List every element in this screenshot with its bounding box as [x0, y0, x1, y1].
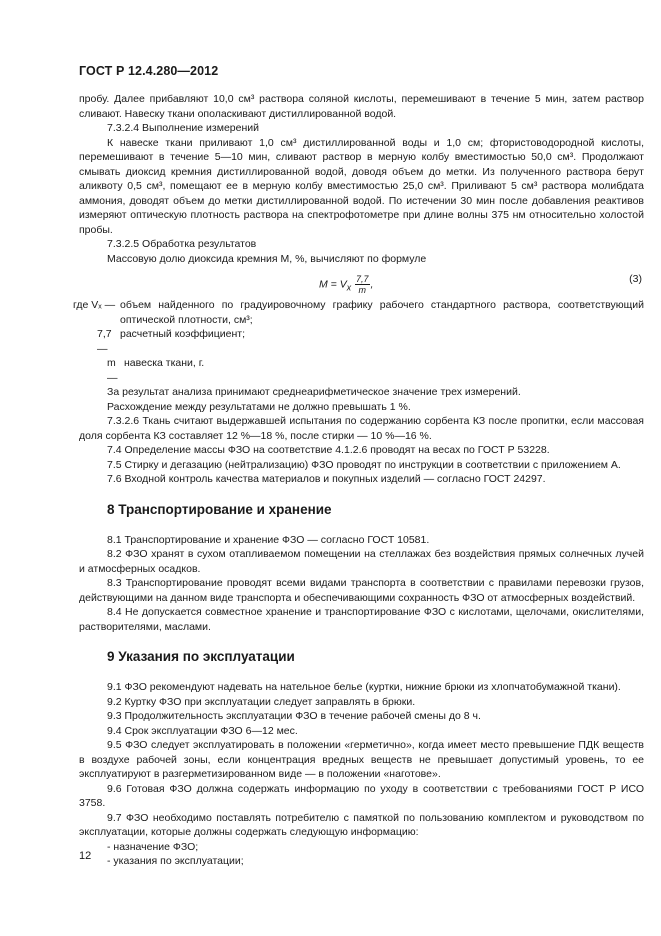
paragraph: пробу. Далее прибавляют 10,0 см³ раствора соляной кислоты, перемешивают в течение 5 мин, затем раствор сливают. Навеску ткани ополаскивают дистиллированной водой.: [79, 93, 644, 120]
subsection-heading: 7.3.2.4 Выполнение измерений: [107, 122, 260, 134]
paragraph: 9.5 ФЗО следует эксплуатировать в положении «герметично», когда имеет место превышение ПДК веществ в воздухе рабочей зоны, если концентрация вредных веществ не превышает допустимый уровень, то ее эксплуатируют в разгерметизированном виде — в положении «наготове».: [79, 739, 644, 780]
paragraph: 7.3.2.6 Ткань считают выдержавшей испытания по содержанию сорбента КЗ после пропитки, если массовая доля сорбента КЗ составляет 12 %—18 %, после стирки — 10 %—16 %.: [79, 415, 644, 442]
formula-3: [79, 268, 644, 298]
paragraph: 9.2 Куртку ФЗО при эксплуатации следует заправлять в брюки.: [107, 695, 416, 708]
paragraph: 7.4 Определение массы ФЗО на соответствие 4.1.2.6 проводят на весах по ГОСТ Р 53228.: [107, 444, 550, 456]
paragraph: 9.6 Готовая ФЗО должна содержать информацию по уходу в соответствии с требованиями ГОСТ Р ИСО 3758.: [79, 782, 644, 809]
paragraph: 7.5 Стирку и дегазацию (нейтрализацию) ФЗО проводят по инструкции в соответствии с приложением А.: [107, 458, 621, 471]
paragraph: 9.1 ФЗО рекомендуют надевать на нательное белье (куртки, нижние брюки из хлопчатобумажной ткани).: [107, 681, 621, 693]
document-header: ГОСТ Р 12.4.280—2012: [79, 64, 219, 78]
paragraph: Расхождение между результатами не должно превышать 1 %.: [107, 400, 411, 413]
formula-legend-item: где Vₓ — объем найденного по градуировочному графику рабочего стандартного раствора, соответствующий оптической плотности, см³;: [73, 299, 644, 326]
paragraph: 9.7 ФЗО необходимо поставлять потребителю с памяткой по пользованию комплектом и руководством по эксплуатации, которые должны содержать следующую информацию:: [79, 811, 644, 838]
paragraph: За результат анализа принимают среднеарифметическое значение трех измерений.: [107, 386, 521, 398]
paragraph: 8.2 ФЗО хранят в сухом отапливаемом помещении на стеллажах без воздействия прямых солнечных лучей и атмосферных осадков.: [79, 548, 644, 575]
paragraph: 7.6 Входной контроль качества материалов и покупных изделий — согласно ГОСТ 24297.: [107, 473, 546, 485]
page-number: 12: [79, 850, 92, 862]
formula-expression: $M = V_x$ $\frac{7,7}{m}$ ,: [319, 274, 374, 295]
paragraph: 9.4 Срок эксплуатации ФЗО 6—12 мес.: [107, 724, 298, 737]
paragraph: 8.4 Не допускается совместное хранение и транспортирование ФЗО с кислотами, щелочами, окислителями, растворителями, маслами.: [79, 606, 644, 633]
list-item: - назначение ФЗО;: [107, 840, 199, 853]
section-heading-9: 9 Указания по эксплуатации: [107, 649, 295, 664]
paragraph: К навеске ткани приливают 1,0 см³ дистиллированной воды и 1,0 см; фтористоводородной кислоты, перемешивают в течение 5—10 мин, сливают раствор в мерную колбу вместимостью 50,0 см³. Продолжают смывать диоксид кремния дистиллированной водой, доводя объем до метки. Из полученного раствора берут аликвоту 0,5 см³, помещают ее в мерную колбу вместимостью 25,0 см³. Приливают 5 см³ раствора молибдата аммония, доводят объем до метки дистиллированной водой. По истечении 30 мин после добавления реактивов измеряют оптическую плотность раствора на спектрофотометре при длине волны 375 нм относительно холостой пробы.: [79, 136, 644, 236]
paragraph: Массовую долю диоксида кремния М, %, вычисляют по формуле: [107, 252, 427, 265]
formula-fraction: $\frac{7,7}{m}$: [356, 274, 369, 295]
subsection-heading: 7.3.2.5 Обработка результатов: [107, 238, 257, 250]
paragraph: 8.1 Транспортирование и хранение ФЗО — согласно ГОСТ 10581.: [107, 533, 430, 546]
formula-legend-item: m — навеска ткани, г.: [107, 357, 205, 384]
formula-number: (3): [629, 273, 642, 285]
document-body: [73, 92, 644, 869]
list-item: - указания по эксплуатации;: [107, 855, 244, 867]
formula-legend-item: 7,7 — расчетный коэффициент;: [97, 328, 246, 355]
paragraph: 9.3 Продолжительность эксплуатации ФЗО в течение рабочей смены до 8 ч.: [107, 710, 481, 722]
section-heading-8: 8 Транспортирование и хранение: [107, 501, 332, 517]
paragraph: 8.3 Транспортирование проводят всеми видами транспорта в соответствии с правилами перевозки грузов, действующими на данном виде транспорта и обеспечивающими сохранность ФЗО от атмосферных воздействий.: [79, 577, 644, 604]
